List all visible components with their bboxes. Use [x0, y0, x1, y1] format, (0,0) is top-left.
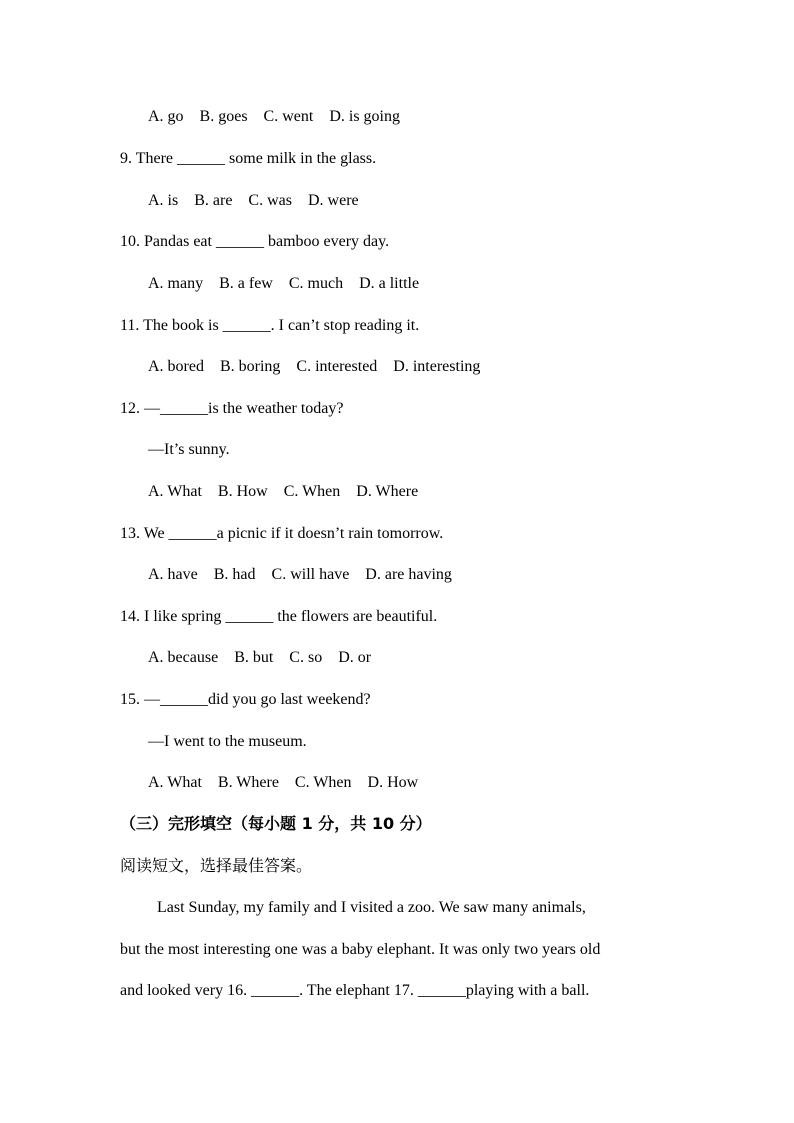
- question-14: 14. I like spring ______ the flowers are beautiful.: [120, 608, 438, 625]
- q12-response: —It’s sunny.: [148, 441, 230, 458]
- passage-line-3: and looked very 16. ______. The elephant 17. ______playing with a ball.: [120, 982, 590, 999]
- question-9: 9. There ______ some milk in the glass.: [120, 150, 377, 167]
- question-12: 12. —______is the weather today?: [120, 400, 344, 417]
- q8-options: A. go B. goes C. went D. is going: [148, 108, 400, 125]
- passage-line-2: but the most interesting one was a baby elephant. It was only two years old: [120, 941, 601, 958]
- q11-options: A. bored B. boring C. interested D. interesting: [148, 358, 481, 375]
- q13-options: A. have B. had C. will have D. are having: [148, 566, 452, 583]
- passage-line-1: Last Sunday, my family and I visited a zoo. We saw many animals,: [157, 899, 586, 916]
- question-10: 10. Pandas eat ______ bamboo every day.: [120, 233, 390, 250]
- q15-response: —I went to the museum.: [148, 733, 307, 750]
- q15-options: A. What B. Where C. When D. How: [148, 774, 419, 791]
- section-instruction: 阅读短文，选择最佳答案。: [120, 856, 313, 875]
- q12-options: A. What B. How C. When D. Where: [148, 483, 419, 500]
- question-13: 13. We ______a picnic if it doesn’t rain tomorrow.: [120, 525, 444, 542]
- q9-options: A. is B. are C. was D. were: [148, 192, 359, 209]
- question-11: 11. The book is ______. I can’t stop reading it.: [120, 317, 420, 334]
- section-title: （三）完形填空（每小题 1 分，共 10 分）: [120, 814, 432, 833]
- q14-options: A. because B. but C. so D. or: [148, 649, 372, 666]
- question-15: 15. —______did you go last weekend?: [120, 691, 371, 708]
- q10-options: A. many B. a few C. much D. a little: [148, 275, 420, 292]
